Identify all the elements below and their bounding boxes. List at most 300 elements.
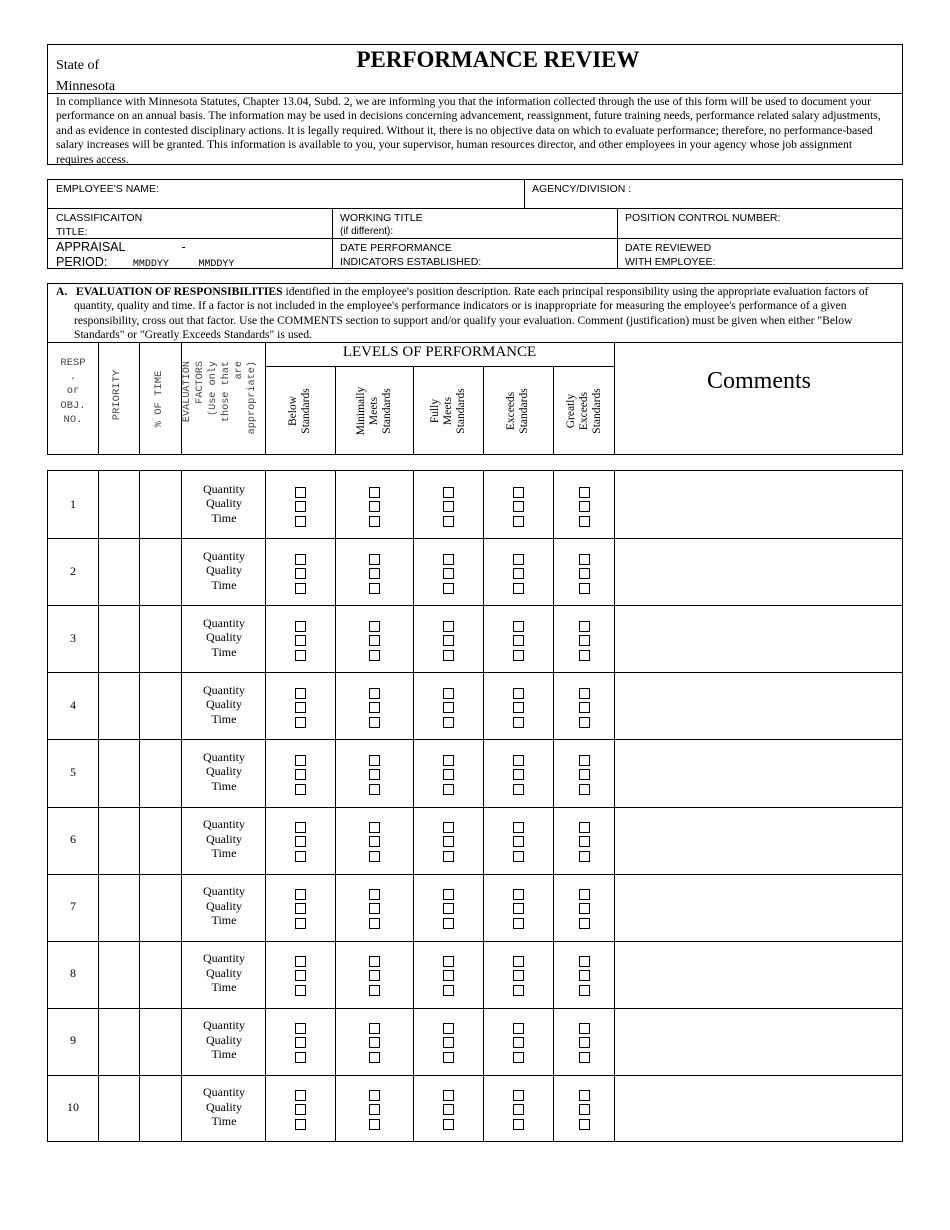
level-5-quality-checkbox[interactable] [579, 568, 590, 579]
level-5-time-checkbox[interactable] [579, 784, 590, 795]
level-5-quality-checkbox[interactable] [579, 1037, 590, 1048]
level-2-time-checkbox[interactable] [369, 1052, 380, 1063]
factor-quantity: Quantity [203, 481, 245, 496]
percent-time-cell[interactable] [139, 1008, 181, 1075]
row-number: 10 [67, 1100, 79, 1115]
classification-label: CLASSIFICAITON [56, 212, 143, 224]
table-row [48, 807, 904, 874]
evaluation-factors [182, 884, 266, 928]
level-3-quantity-checkbox[interactable] [443, 822, 454, 833]
factor-quantity: Quantity [203, 749, 245, 764]
section-a-text: identified in the employee's position description. Rate each principal responsibility using the appropriate evaluation factors of quantity, quality and time. If a factor is not included in the employee's performance indicators or is inappropriate for measuring the employee's performance of a given responsibility, cross out that factor. Use the COMMENTS section to support and/or qualify your evaluation. Comment (justification) must be given when either "Below Standards" or "Greatly Exceeds Standards" is used. [74, 285, 869, 341]
level-header-1 [273, 371, 327, 451]
comments-cell[interactable] [614, 807, 904, 874]
factor-time: Time [211, 913, 237, 928]
level-1-time-checkbox[interactable] [295, 583, 306, 594]
working-title-field[interactable] [332, 209, 617, 241]
level-2-quality-checkbox[interactable] [369, 1037, 380, 1048]
table-row [48, 538, 904, 605]
level-5-quantity-checkbox[interactable] [579, 956, 590, 967]
row-number: 4 [70, 697, 76, 712]
level-4-time-checkbox[interactable] [513, 717, 524, 728]
level-1-quality-checkbox[interactable] [295, 836, 306, 847]
level-1-quality-checkbox[interactable] [295, 970, 306, 981]
level-2-quantity-checkbox[interactable] [369, 1023, 380, 1034]
level-3-time-checkbox[interactable] [443, 985, 454, 996]
level-4-quality-checkbox[interactable] [513, 1104, 524, 1115]
level-3-quality-checkbox[interactable] [443, 568, 454, 579]
date-performance-label: DATE PERFORMANCE [340, 242, 452, 254]
evaluation-factors [182, 616, 266, 660]
level-3-quality-checkbox[interactable] [443, 501, 454, 512]
level-5-time-checkbox[interactable] [579, 516, 590, 527]
level-4-time-checkbox[interactable] [513, 985, 524, 996]
level-1-quality-checkbox[interactable] [295, 1104, 306, 1115]
level-header-2-line-1: Minimally [354, 386, 367, 436]
factor-quantity: Quantity [203, 951, 245, 966]
level-5-quality-checkbox[interactable] [579, 903, 590, 914]
level-2-quality-checkbox[interactable] [369, 769, 380, 780]
level-header-1-line-2: Standards [300, 388, 312, 434]
level-3-quality-checkbox[interactable] [443, 1037, 454, 1048]
evaluation-factors [182, 951, 266, 995]
level-4-quantity-checkbox[interactable] [513, 1090, 524, 1101]
level-4-quality-checkbox[interactable] [513, 970, 524, 981]
date-indicators-field[interactable] [332, 239, 617, 271]
level-2-time-checkbox[interactable] [369, 650, 380, 661]
level-4-time-checkbox[interactable] [513, 1119, 524, 1130]
level-4-quality-checkbox[interactable] [513, 702, 524, 713]
comments-cell[interactable] [614, 739, 904, 806]
date-reviewed-field[interactable] [617, 239, 904, 271]
level-4-quantity-checkbox[interactable] [513, 956, 524, 967]
level-5-quality-checkbox[interactable] [579, 836, 590, 847]
level-3-quality-checkbox[interactable] [443, 702, 454, 713]
percent-time-cell[interactable] [139, 605, 181, 672]
level-4-quantity-checkbox[interactable] [513, 822, 524, 833]
level-4-quality-checkbox[interactable] [513, 501, 524, 512]
level-header-4-line-2: Standards [518, 388, 530, 434]
level-2-quantity-checkbox[interactable] [369, 889, 380, 900]
level-4-time-checkbox[interactable] [513, 851, 524, 862]
factor-quality: Quality [206, 630, 242, 645]
level-3-quality-checkbox[interactable] [443, 836, 454, 847]
evaluation-factors [182, 549, 266, 593]
level-4-quantity-checkbox[interactable] [513, 755, 524, 766]
page-title: PERFORMANCE REVIEW [356, 47, 640, 72]
section-a [47, 283, 903, 455]
level-3-quantity-checkbox[interactable] [443, 487, 454, 498]
level-2-quality-checkbox[interactable] [369, 702, 380, 713]
level-3-quantity-checkbox[interactable] [443, 889, 454, 900]
level-3-quantity-checkbox[interactable] [443, 1090, 454, 1101]
percent-time-cell[interactable] [139, 1075, 181, 1142]
table-row [48, 672, 904, 739]
with-employee-label: WITH EMPLOYEE: [625, 256, 716, 268]
appraisal-label: APPRAISAL [56, 240, 126, 254]
level-1-quantity-checkbox[interactable] [295, 1023, 306, 1034]
factor-time: Time [211, 577, 237, 592]
level-1-time-checkbox[interactable] [295, 784, 306, 795]
priority-cell[interactable] [98, 538, 139, 605]
evaluation-factors [182, 482, 266, 526]
level-4-time-checkbox[interactable] [513, 784, 524, 795]
level-5-time-checkbox[interactable] [579, 583, 590, 594]
level-5-quality-checkbox[interactable] [579, 635, 590, 646]
level-5-time-checkbox[interactable] [579, 1119, 590, 1130]
level-4-quantity-checkbox[interactable] [513, 1023, 524, 1034]
priority-cell[interactable] [98, 807, 139, 874]
level-4-quantity-checkbox[interactable] [513, 554, 524, 565]
level-1-quality-checkbox[interactable] [295, 501, 306, 512]
factor-time: Time [211, 510, 237, 525]
level-1-quantity-checkbox[interactable] [295, 487, 306, 498]
factor-quality: Quality [206, 1099, 242, 1114]
level-2-quality-checkbox[interactable] [369, 970, 380, 981]
level-header-5-line-3: Standards [590, 388, 602, 434]
level-4-quantity-checkbox[interactable] [513, 621, 524, 632]
level-3-quality-checkbox[interactable] [443, 1104, 454, 1115]
level-3-time-checkbox[interactable] [443, 650, 454, 661]
comments-cell[interactable] [614, 471, 904, 538]
date-reviewed-label: DATE REVIEWED [625, 242, 712, 254]
level-3-quality-checkbox[interactable] [443, 769, 454, 780]
levels-of-performance-header: LEVELS OF PERFORMANCE [342, 344, 537, 360]
row-number: 3 [70, 630, 76, 645]
factor-quality: Quality [206, 831, 242, 846]
level-3-quantity-checkbox[interactable] [443, 755, 454, 766]
level-2-quality-checkbox[interactable] [369, 635, 380, 646]
level-header-3-line-3: Standards [454, 388, 467, 434]
level-4-quality-checkbox[interactable] [513, 1037, 524, 1048]
comments-cell[interactable] [614, 672, 904, 739]
factor-time: Time [211, 846, 237, 861]
position-control-field[interactable] [617, 209, 904, 227]
level-4-quality-checkbox[interactable] [513, 769, 524, 780]
level-2-quality-checkbox[interactable] [369, 568, 380, 579]
factor-quantity: Quantity [203, 1085, 245, 1100]
level-2-quality-checkbox[interactable] [369, 501, 380, 512]
level-1-quality-checkbox[interactable] [295, 1037, 306, 1048]
level-4-quality-checkbox[interactable] [513, 635, 524, 646]
level-4-time-checkbox[interactable] [513, 918, 524, 929]
level-header-5 [557, 371, 611, 451]
appraisal-dash: - [181, 240, 186, 254]
comments-cell[interactable] [614, 941, 904, 1008]
level-3-quantity-checkbox[interactable] [443, 688, 454, 699]
level-1-quantity-checkbox[interactable] [295, 688, 306, 699]
level-4-time-checkbox[interactable] [513, 1052, 524, 1063]
level-3-quantity-checkbox[interactable] [443, 956, 454, 967]
period-from-format: MMDDYY [132, 259, 169, 270]
comments-cell[interactable] [614, 1008, 904, 1075]
level-4-quality-checkbox[interactable] [513, 568, 524, 579]
level-2-quality-checkbox[interactable] [369, 1104, 380, 1115]
employee-name-label: EMPLOYEE'S NAME: [56, 183, 159, 195]
if-different-label: (if different): [340, 226, 394, 237]
eval-header-line-1: EVALUATION [182, 361, 193, 423]
eval-header-line-2: FACTORS [195, 361, 206, 404]
level-5-time-checkbox[interactable] [579, 918, 590, 929]
level-1-quantity-checkbox[interactable] [295, 956, 306, 967]
level-5-quantity-checkbox[interactable] [579, 554, 590, 565]
level-2-time-checkbox[interactable] [369, 851, 380, 862]
period-label: PERIOD: [56, 255, 108, 269]
level-3-quantity-checkbox[interactable] [443, 621, 454, 632]
section-a-instructions [56, 285, 900, 342]
priority-cell[interactable] [98, 605, 139, 672]
percent-time-header: % OF TIME [153, 370, 165, 428]
level-5-quantity-checkbox[interactable] [579, 889, 590, 900]
percent-time-cell[interactable] [139, 471, 181, 538]
level-2-quantity-checkbox[interactable] [369, 487, 380, 498]
priority-cell[interactable] [98, 1075, 139, 1142]
level-1-time-checkbox[interactable] [295, 1052, 306, 1063]
factor-quantity: Quantity [203, 682, 245, 697]
factor-time: Time [211, 711, 237, 726]
comments-cell[interactable] [614, 874, 904, 941]
employee-name-field[interactable] [48, 180, 524, 198]
row-number: 6 [70, 832, 76, 847]
level-3-quantity-checkbox[interactable] [443, 554, 454, 565]
table-row [48, 471, 904, 538]
table-row [48, 941, 904, 1008]
eval-header-line-5: are [234, 361, 245, 380]
level-2-quantity-checkbox[interactable] [369, 688, 380, 699]
level-5-quantity-checkbox[interactable] [579, 822, 590, 833]
factor-quality: Quality [206, 965, 242, 980]
table-row [48, 605, 904, 672]
priority-cell[interactable] [98, 941, 139, 1008]
level-1-quantity-checkbox[interactable] [295, 822, 306, 833]
level-2-quantity-checkbox[interactable] [369, 621, 380, 632]
level-2-quantity-checkbox[interactable] [369, 755, 380, 766]
level-1-time-checkbox[interactable] [295, 918, 306, 929]
level-4-quality-checkbox[interactable] [513, 903, 524, 914]
evaluation-factors [182, 683, 266, 727]
percent-time-cell[interactable] [139, 672, 181, 739]
level-5-quantity-checkbox[interactable] [579, 755, 590, 766]
priority-cell[interactable] [98, 672, 139, 739]
level-1-quality-checkbox[interactable] [295, 635, 306, 646]
level-2-time-checkbox[interactable] [369, 918, 380, 929]
level-5-time-checkbox[interactable] [579, 650, 590, 661]
working-title-label: WORKING TITLE [340, 212, 423, 224]
level-4-quality-checkbox[interactable] [513, 836, 524, 847]
level-header-3-line-2: Meets [441, 396, 454, 426]
row-number: 2 [70, 563, 76, 578]
percent-time-cell[interactable] [139, 739, 181, 806]
factor-quantity: Quantity [203, 1018, 245, 1033]
level-2-time-checkbox[interactable] [369, 985, 380, 996]
level-5-time-checkbox[interactable] [579, 851, 590, 862]
level-header-5-line-2: Exceeds [577, 391, 589, 431]
level-1-time-checkbox[interactable] [295, 1119, 306, 1130]
level-3-time-checkbox[interactable] [443, 851, 454, 862]
appraisal-period-field[interactable] [48, 238, 332, 274]
table-row [48, 1075, 904, 1142]
level-2-quality-checkbox[interactable] [369, 836, 380, 847]
level-2-quality-checkbox[interactable] [369, 903, 380, 914]
priority-header: PRIORITY [111, 369, 123, 421]
level-4-time-checkbox[interactable] [513, 583, 524, 594]
level-1-quantity-checkbox[interactable] [295, 889, 306, 900]
factor-quantity: Quantity [203, 615, 245, 630]
level-4-quantity-checkbox[interactable] [513, 487, 524, 498]
percent-time-cell[interactable] [139, 807, 181, 874]
level-header-4 [491, 371, 545, 451]
level-3-quality-checkbox[interactable] [443, 903, 454, 914]
comments-cell[interactable] [614, 538, 904, 605]
title-label: TITLE: [56, 226, 88, 238]
factor-quality: Quality [206, 898, 242, 913]
level-2-time-checkbox[interactable] [369, 583, 380, 594]
level-5-time-checkbox[interactable] [579, 985, 590, 996]
level-1-quality-checkbox[interactable] [295, 568, 306, 579]
responsibilities-table [47, 470, 903, 1142]
level-1-time-checkbox[interactable] [295, 650, 306, 661]
resp-obj-no-header: RESP . or OBJ. NO. [60, 357, 86, 426]
level-1-time-checkbox[interactable] [295, 985, 306, 996]
factor-time: Time [211, 1114, 237, 1129]
level-1-time-checkbox[interactable] [295, 717, 306, 728]
level-5-quantity-checkbox[interactable] [579, 1023, 590, 1034]
level-3-time-checkbox[interactable] [443, 583, 454, 594]
level-4-quantity-checkbox[interactable] [513, 688, 524, 699]
level-header-2-line-2: Meets [367, 396, 380, 426]
row-number: 5 [70, 764, 76, 779]
level-3-quantity-checkbox[interactable] [443, 1023, 454, 1034]
level-1-quantity-checkbox[interactable] [295, 1090, 306, 1101]
level-1-quality-checkbox[interactable] [295, 769, 306, 780]
level-2-time-checkbox[interactable] [369, 516, 380, 527]
factor-quality: Quality [206, 563, 242, 578]
comments-cell[interactable] [614, 605, 904, 672]
level-2-time-checkbox[interactable] [369, 1119, 380, 1130]
header-box [47, 44, 903, 165]
evaluation-factors [182, 817, 266, 861]
percent-time-cell[interactable] [139, 874, 181, 941]
level-2-quantity-checkbox[interactable] [369, 822, 380, 833]
level-header-1-line-1: Below [287, 395, 299, 427]
evaluation-factors [182, 750, 266, 794]
factor-quality: Quality [206, 764, 242, 779]
level-3-quality-checkbox[interactable] [443, 970, 454, 981]
level-header-2 [347, 371, 401, 451]
level-2-quantity-checkbox[interactable] [369, 956, 380, 967]
classification-title-field[interactable] [48, 209, 332, 241]
row-number: 7 [70, 899, 76, 914]
level-header-5-line-1: Greatly [564, 393, 576, 429]
level-header-2-line-3: Standards [380, 388, 393, 434]
comments-header: Comments [706, 368, 811, 394]
level-5-quality-checkbox[interactable] [579, 702, 590, 713]
privacy-notice: In compliance with Minnesota Statutes, Chapter 13.04, Subd. 2, we are informing you that the information collected through the use of this form will be used to document your performance on an annual basis. The information may be used in decisions concerning advancement, reassignment, future training needs, performance related salary adjustments, and as evidence in contested disciplinary actions. It is legally required. Without it, there is no objective data on which to evaluate performance; therefore, no performance-based salary increases will be granted. This information is available to you, your supervisor, human resources director, and other employees in your agency whose job assignment requires access. [56, 95, 881, 166]
level-5-quality-checkbox[interactable] [579, 970, 590, 981]
level-4-quantity-checkbox[interactable] [513, 889, 524, 900]
factor-quantity: Quantity [203, 817, 245, 832]
section-a-label: A. [56, 285, 68, 298]
priority-cell[interactable] [98, 471, 139, 538]
section-a-heading: EVALUATION OF RESPONSIBILITIES [75, 285, 283, 298]
comments-cell[interactable] [614, 1075, 904, 1142]
level-5-quality-checkbox[interactable] [579, 501, 590, 512]
level-3-time-checkbox[interactable] [443, 1052, 454, 1063]
factor-quality: Quality [206, 496, 242, 511]
level-1-time-checkbox[interactable] [295, 851, 306, 862]
percent-time-cell[interactable] [139, 941, 181, 1008]
level-3-time-checkbox[interactable] [443, 717, 454, 728]
level-5-time-checkbox[interactable] [579, 717, 590, 728]
level-2-time-checkbox[interactable] [369, 784, 380, 795]
row-number: 9 [70, 1033, 76, 1048]
level-2-quantity-checkbox[interactable] [369, 1090, 380, 1101]
level-1-quantity-checkbox[interactable] [295, 554, 306, 565]
level-3-time-checkbox[interactable] [443, 516, 454, 527]
level-4-time-checkbox[interactable] [513, 516, 524, 527]
level-header-3 [421, 371, 475, 451]
table-row [48, 874, 904, 941]
employee-info-table [47, 179, 903, 269]
level-3-quality-checkbox[interactable] [443, 635, 454, 646]
level-5-time-checkbox[interactable] [579, 1052, 590, 1063]
row-number: 8 [70, 966, 76, 981]
level-1-quality-checkbox[interactable] [295, 903, 306, 914]
agency-division-label: AGENCY/DIVISION : [532, 183, 632, 195]
percent-time-cell[interactable] [139, 538, 181, 605]
level-3-time-checkbox[interactable] [443, 1119, 454, 1130]
factor-quantity: Quantity [203, 548, 245, 563]
level-1-time-checkbox[interactable] [295, 516, 306, 527]
state-line-2: Minnesota [56, 79, 116, 94]
level-header-4-line-1: Exceeds [505, 391, 517, 431]
level-1-quality-checkbox[interactable] [295, 702, 306, 713]
table-row [48, 1008, 904, 1075]
priority-cell[interactable] [98, 874, 139, 941]
level-2-quantity-checkbox[interactable] [369, 554, 380, 565]
level-1-quantity-checkbox[interactable] [295, 621, 306, 632]
eval-header-line-4: those that [221, 361, 232, 423]
level-2-time-checkbox[interactable] [369, 717, 380, 728]
factor-quality: Quality [206, 1032, 242, 1047]
period-to-format: MMDDYY [198, 259, 235, 270]
factor-time: Time [211, 980, 237, 995]
level-1-quantity-checkbox[interactable] [295, 755, 306, 766]
table-row [48, 739, 904, 806]
level-header-3-line-1: Fully [428, 398, 441, 424]
factor-time: Time [211, 644, 237, 659]
level-5-quantity-checkbox[interactable] [579, 621, 590, 632]
evaluation-factors [182, 1085, 266, 1129]
priority-cell[interactable] [98, 739, 139, 806]
level-5-quantity-checkbox[interactable] [579, 487, 590, 498]
agency-division-field[interactable] [524, 180, 904, 198]
priority-cell[interactable] [98, 1008, 139, 1075]
level-5-quantity-checkbox[interactable] [579, 688, 590, 699]
evaluation-factors-header [181, 361, 265, 459]
level-3-time-checkbox[interactable] [443, 784, 454, 795]
factor-time: Time [211, 1047, 237, 1062]
level-5-quantity-checkbox[interactable] [579, 1090, 590, 1101]
position-control-label: POSITION CONTROL NUMBER: [625, 212, 781, 224]
level-5-quality-checkbox[interactable] [579, 769, 590, 780]
factor-time: Time [211, 778, 237, 793]
row-number: 1 [70, 496, 76, 511]
level-5-quality-checkbox[interactable] [579, 1104, 590, 1115]
level-4-time-checkbox[interactable] [513, 650, 524, 661]
level-3-time-checkbox[interactable] [443, 918, 454, 929]
evaluation-factors [182, 1018, 266, 1062]
